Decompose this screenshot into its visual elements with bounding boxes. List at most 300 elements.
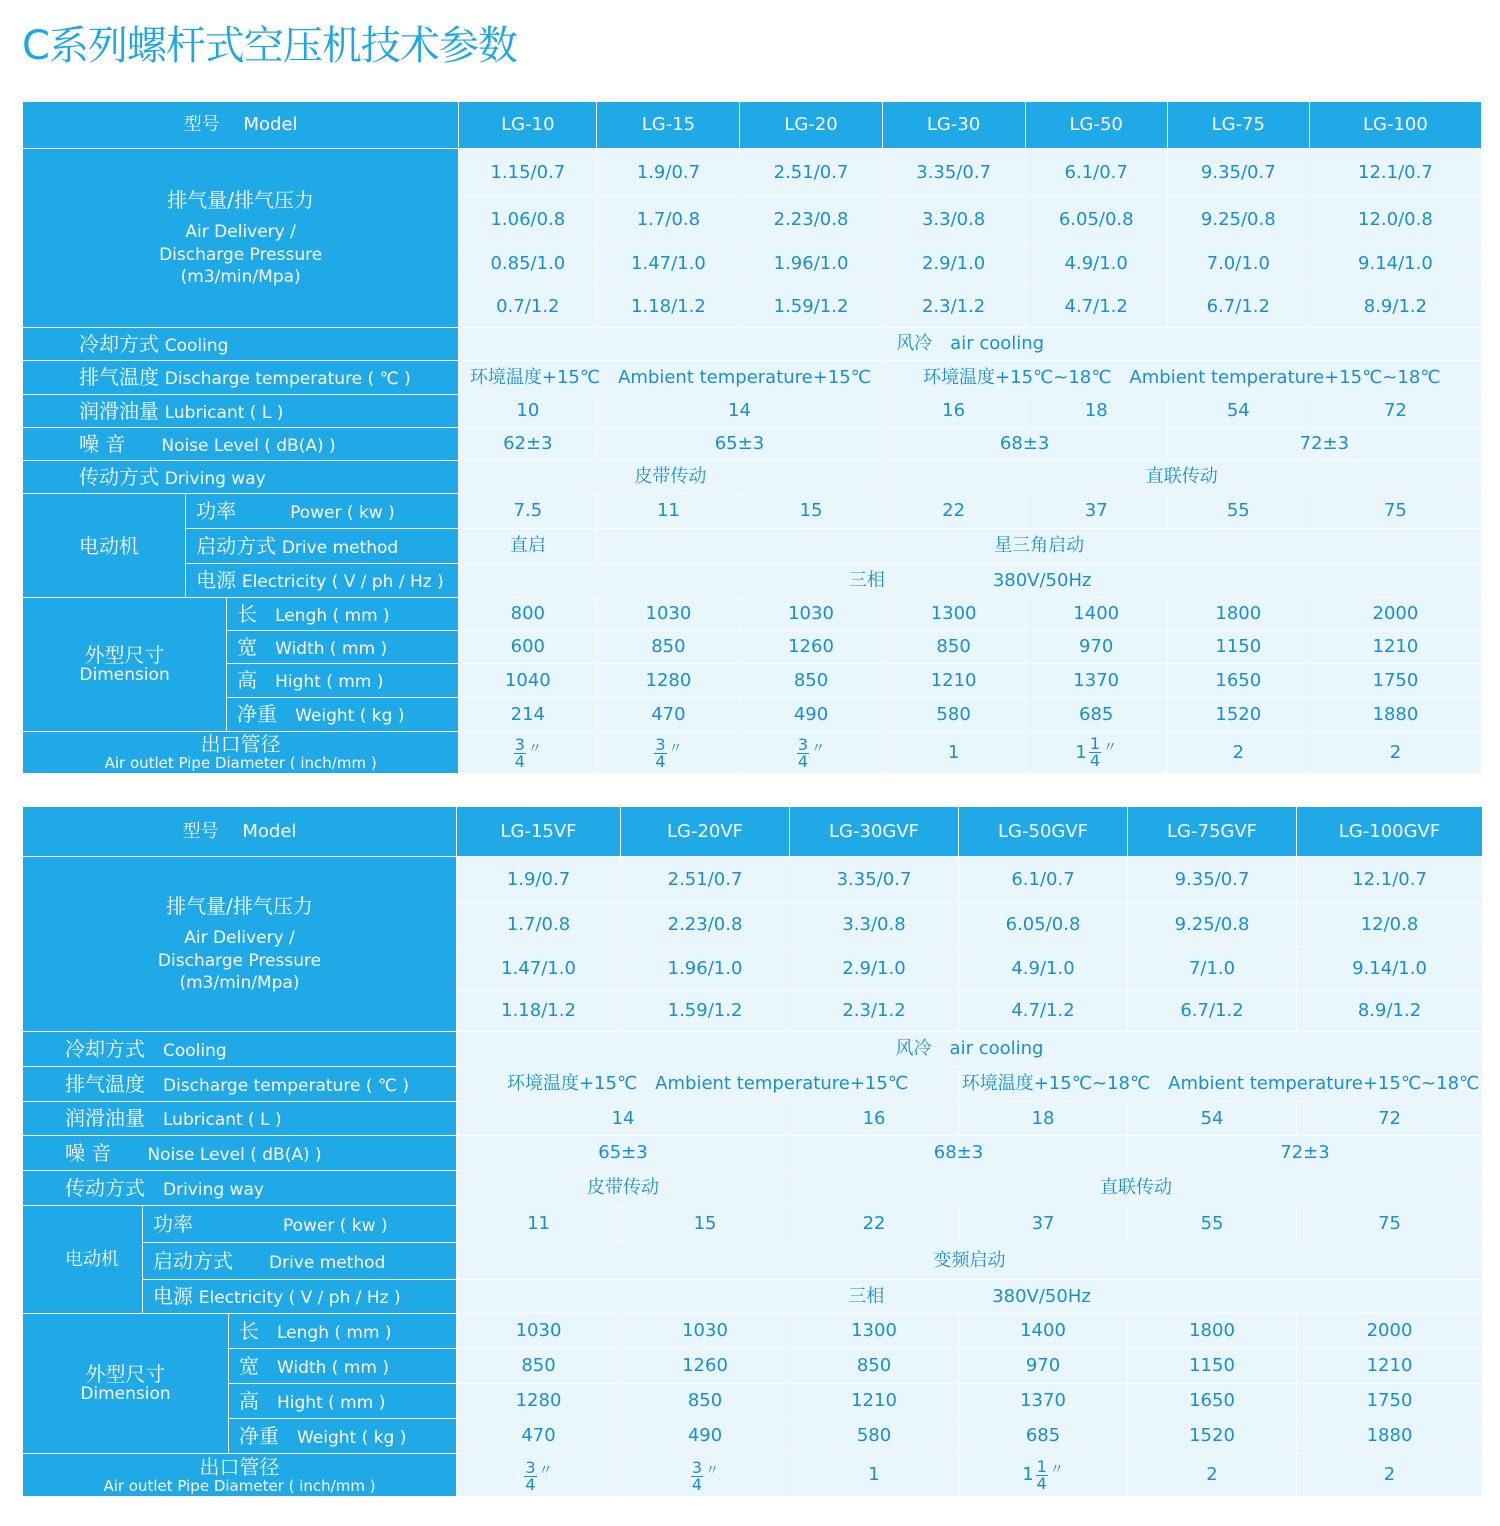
noise-cell: 65±3: [597, 428, 882, 461]
height-cell: 850: [621, 1384, 790, 1419]
outlet-cell: [1309, 732, 1481, 774]
pipe-diameter-whole: 1: [1075, 741, 1087, 763]
delivery-cell: 9.14/1.0: [1309, 243, 1481, 286]
delivery-cell: 0.85/1.0: [459, 243, 597, 286]
power-cell: 15: [740, 494, 882, 529]
delivery-cell: 2.23/0.8: [621, 903, 790, 947]
pipe-diameter-value: [1206, 1465, 1217, 1485]
noise-label-en: Noise Level ( dB(A) ): [161, 435, 336, 456]
length-cell: 1300: [790, 1314, 959, 1349]
elec-value: 三相 380V/50Hz: [457, 1280, 1483, 1314]
model-name: LG-15VF: [457, 807, 621, 857]
weight-cell: 490: [740, 698, 882, 732]
weight-cell: 214: [459, 698, 597, 732]
elec-label: [143, 1280, 457, 1314]
elec-label: [186, 564, 459, 598]
outlet-cell: [740, 732, 882, 774]
delivery-cell: 1.7/0.8: [597, 197, 740, 243]
pipe-diameter-value: [1384, 1465, 1395, 1485]
pipe-diameter-value: [948, 743, 959, 763]
lubricant-cell: 16: [882, 395, 1025, 428]
cooling-value: 风冷 air cooling: [457, 1032, 1483, 1067]
delivery-cell: 12.1/0.7: [1297, 857, 1483, 903]
inch-mark: 〃: [1049, 1462, 1064, 1479]
model-name: LG-75: [1167, 102, 1309, 149]
start-cell: 星三角启动: [597, 529, 1482, 564]
delivery-cell: 6.1/0.7: [1025, 149, 1167, 197]
outlet-label: [23, 1454, 457, 1497]
delivery-cell: 6.7/1.2: [1167, 286, 1309, 328]
width-cell: 850: [882, 631, 1025, 664]
model-name: LG-100GVF: [1297, 807, 1483, 857]
outlet-cell: [1297, 1454, 1483, 1497]
delivery-cell: 1.59/1.2: [621, 991, 790, 1032]
delivery-cell: 12.0/0.8: [1309, 197, 1481, 243]
pipe-diameter-fraction: [691, 1457, 703, 1494]
length-cell: 1800: [1128, 1314, 1297, 1349]
height-label-en: Hight ( mm ): [277, 1392, 386, 1413]
delivery-cell: 6.1/0.7: [959, 857, 1128, 903]
fraction-numerator: 3: [797, 735, 809, 754]
height-cell: 1040: [459, 664, 597, 698]
delivery-cell: 9.25/0.8: [1128, 903, 1297, 947]
width-label-en: Width ( mm ): [275, 638, 388, 659]
length-cell: 2000: [1297, 1314, 1483, 1349]
discharge-label: [23, 1067, 457, 1102]
length-cell: 1030: [621, 1314, 790, 1349]
model-name: LG-30GVF: [790, 807, 959, 857]
length-label-zh: 长: [239, 1318, 259, 1343]
weight-cell: 580: [882, 698, 1025, 732]
discharge-value: 环境温度+15℃~18℃ Ambient temperature+15℃~18℃: [959, 1067, 1483, 1102]
weight-cell: 685: [959, 1419, 1128, 1454]
width-cell: 1150: [1167, 631, 1309, 664]
delivery-cell: 2.23/0.8: [740, 197, 882, 243]
outlet-label-en: Air outlet Pipe Diameter ( inch/mm ): [104, 754, 377, 773]
lubricant-label-en: Lubricant ( L ): [164, 402, 284, 423]
weight-cell: 490: [621, 1419, 790, 1454]
width-cell: 850: [597, 631, 740, 664]
pipe-diameter-value: [1233, 743, 1244, 763]
lubricant-cell: 18: [1025, 395, 1167, 428]
length-cell: 1300: [882, 598, 1025, 631]
driving-cell: 直联传动: [882, 461, 1481, 494]
fraction-denominator: 4: [514, 752, 525, 771]
weight-cell: 1520: [1128, 1419, 1297, 1454]
lubricant-cell: 18: [959, 1102, 1128, 1136]
lubricant-cell: 72: [1309, 395, 1481, 428]
noise-cell: 72±3: [1128, 1136, 1483, 1171]
elec-value: 三相 380V/50Hz: [459, 564, 1482, 598]
pipe-diameter-fraction: [1036, 1456, 1048, 1493]
height-label-zh: 高: [237, 668, 258, 693]
delivery-label-en: Air Delivery /: [185, 221, 296, 242]
delivery-cell: 4.7/1.2: [1025, 286, 1167, 328]
delivery-cell: 1.47/1.0: [457, 947, 621, 991]
pipe-diameter-value: [1390, 743, 1401, 763]
length-label: [227, 598, 459, 631]
outlet-label-zh: 出口管径: [200, 732, 281, 757]
discharge-label-zh: 排气温度: [79, 365, 159, 390]
width-cell: 1150: [1128, 1349, 1297, 1384]
outlet-cell: [621, 1454, 790, 1497]
discharge-value: 环境温度+15℃ Ambient temperature+15℃: [459, 361, 882, 395]
outlet-label-zh: 出口管径: [199, 1454, 280, 1479]
delivery-cell: 2.9/1.0: [790, 947, 959, 991]
model-name: LG-50: [1025, 102, 1167, 149]
noise-label-zh: 噪 音: [65, 1140, 112, 1165]
elec-label-en: Electricity ( V / ph / Hz ): [198, 1288, 401, 1309]
model-header: 型号 Model: [23, 102, 459, 149]
delivery-cell: 1.18/1.2: [597, 286, 740, 328]
pipe-diameter-value: [1075, 736, 1117, 769]
height-cell: 1210: [882, 664, 1025, 698]
delivery-cell: 6.05/0.8: [959, 903, 1128, 947]
power-cell: 15: [621, 1206, 790, 1243]
pipe-diameter-fraction: [797, 737, 809, 770]
outlet-cell: [790, 1454, 959, 1497]
delivery-cell: 3.35/0.7: [882, 149, 1025, 197]
inch-mark: 〃: [705, 1463, 720, 1480]
power-cell: 22: [790, 1206, 959, 1243]
delivery-cell: 7.0/1.0: [1167, 243, 1309, 286]
driving-cell: 直联传动: [790, 1171, 1483, 1206]
pipe-diameter-value: [691, 1457, 720, 1494]
inch-mark: 〃: [1103, 739, 1118, 756]
pipe-diameter-whole: 2: [1383, 1464, 1396, 1486]
start-value: 变频启动: [457, 1243, 1483, 1280]
delivery-label-en: Discharge Pressure: [159, 244, 323, 265]
pipe-diameter-whole: 1: [868, 1464, 880, 1486]
outlet-cell: [882, 732, 1025, 774]
delivery-cell: 3.35/0.7: [790, 857, 959, 903]
pipe-diameter-fraction: [1089, 736, 1101, 769]
delivery-cell: 3.3/0.8: [790, 903, 959, 947]
weight-cell: 580: [790, 1419, 959, 1454]
length-cell: 1400: [1025, 598, 1167, 631]
width-label: [227, 631, 459, 664]
driving-label: [23, 461, 459, 494]
weight-cell: 1880: [1309, 698, 1481, 732]
model-name: LG-10: [459, 102, 597, 149]
fraction-numerator: 3: [655, 735, 666, 754]
delivery-label-unit: (m3/min/Mpa): [180, 267, 301, 288]
driving-cell: 皮带传动: [457, 1171, 790, 1206]
length-cell: 2000: [1309, 598, 1481, 631]
start-label-zh: 启动方式: [196, 533, 277, 558]
delivery-cell: 2.51/0.7: [740, 149, 882, 197]
delivery-cell: 1.47/1.0: [597, 243, 740, 286]
pipe-diameter-value: [524, 1457, 553, 1494]
driving-label: [23, 1171, 457, 1206]
delivery-cell: 4.7/1.2: [959, 991, 1128, 1032]
dimension-label-en: Dimension: [79, 665, 170, 686]
model-name: LG-100: [1309, 102, 1481, 149]
motor-label: 电动机: [23, 494, 186, 598]
width-label: [229, 1349, 457, 1384]
length-label-en: Lengh ( mm ): [275, 605, 390, 626]
pipe-diameter-whole: 2: [1206, 1464, 1218, 1486]
height-cell: 1280: [597, 664, 740, 698]
width-cell: 1260: [740, 631, 882, 664]
pipe-diameter-value: [1022, 1456, 1064, 1493]
delivery-cell: 1.7/0.8: [457, 903, 621, 947]
delivery-cell: 9.25/0.8: [1167, 197, 1309, 243]
fraction-numerator: 3: [691, 1457, 703, 1477]
fraction-numerator: 1: [1036, 1456, 1047, 1476]
delivery-cell: 9.35/0.7: [1128, 857, 1297, 903]
lubricant-label-en: Lubricant ( L ): [163, 1110, 282, 1131]
delivery-cell: 1.06/0.8: [459, 197, 597, 243]
delivery-cell: 9.35/0.7: [1167, 149, 1309, 197]
noise-cell: 65±3: [457, 1136, 790, 1171]
pipe-diameter-fraction: [524, 1457, 536, 1494]
lubricant-cell: 14: [457, 1102, 790, 1136]
width-cell: 970: [959, 1349, 1128, 1384]
cooling-label-en: Cooling: [164, 335, 229, 356]
delivery-cell: 9.14/1.0: [1297, 947, 1483, 991]
width-label-zh: 宽: [239, 1353, 259, 1378]
delivery-cell: 6.05/0.8: [1025, 197, 1167, 243]
outlet-cell: [1128, 1454, 1297, 1497]
power-label: [186, 494, 459, 529]
power-cell: 37: [1025, 494, 1167, 529]
delivery-cell: 7/1.0: [1128, 947, 1297, 991]
length-cell: 1030: [457, 1314, 621, 1349]
delivery-label-en: Air Delivery /: [184, 927, 295, 948]
start-label: [143, 1243, 457, 1280]
delivery-cell: 1.9/0.7: [457, 857, 621, 903]
lubricant-cell: 16: [790, 1102, 959, 1136]
power-cell: 55: [1167, 494, 1309, 529]
driving-label-en: Driving way: [163, 1179, 264, 1200]
delivery-label: [23, 857, 457, 1032]
noise-cell: 68±3: [790, 1136, 1128, 1171]
fraction-denominator: 4: [1036, 1473, 1047, 1493]
delivery-cell: 4.9/1.0: [1025, 243, 1167, 286]
delivery-cell: 3.3/0.8: [882, 197, 1025, 243]
noise-cell: 72±3: [1167, 428, 1481, 461]
delivery-cell: 2.3/1.2: [790, 991, 959, 1032]
delivery-cell: 8.9/1.2: [1309, 286, 1481, 328]
cooling-label-en: Cooling: [163, 1040, 227, 1061]
delivery-cell: 6.7/1.2: [1128, 991, 1297, 1032]
discharge-label-en: Discharge temperature ( ℃ ): [163, 1075, 409, 1096]
width-cell: 970: [1025, 631, 1167, 664]
dimension-label-zh: 外型尺寸: [84, 643, 165, 668]
weight-cell: 685: [1025, 698, 1167, 732]
outlet-cell: [457, 1454, 621, 1497]
dimension-label: [23, 598, 227, 732]
lubricant-label-zh: 润滑油量: [79, 398, 159, 423]
lubricant-label-zh: 润滑油量: [65, 1106, 145, 1131]
model-header: 型号 Model: [23, 807, 457, 857]
inch-mark: 〃: [668, 740, 683, 757]
length-cell: 1030: [597, 598, 740, 631]
length-cell: 1400: [959, 1314, 1128, 1349]
power-cell: 11: [597, 494, 740, 529]
delivery-cell: 1.15/0.7: [459, 149, 597, 197]
pipe-diameter-value: [797, 737, 825, 770]
model-name: LG-20: [740, 102, 882, 149]
delivery-label-en: Discharge Pressure: [157, 950, 322, 971]
delivery-cell: 0.7/1.2: [459, 286, 597, 328]
power-label-en: Power ( kw ): [283, 1215, 388, 1236]
height-label: [229, 1384, 457, 1419]
delivery-cell: 1.59/1.2: [740, 286, 882, 328]
lubricant-cell: 10: [459, 395, 597, 428]
power-cell: 75: [1297, 1206, 1483, 1243]
fraction-denominator: 4: [655, 752, 666, 771]
pipe-diameter-fraction: [654, 737, 666, 770]
cooling-value: 风冷 air cooling: [459, 328, 1482, 361]
model-name: LG-15: [597, 102, 740, 149]
noise-label: [23, 1136, 457, 1171]
inch-mark: 〃: [527, 740, 542, 757]
weight-label: [229, 1419, 457, 1454]
height-cell: 1370: [1025, 664, 1167, 698]
width-cell: 850: [790, 1349, 959, 1384]
outlet-label-en: Air outlet Pipe Diameter ( inch/mm ): [103, 1476, 376, 1495]
pipe-diameter-value: [868, 1465, 879, 1485]
delivery-cell: 1.9/0.7: [597, 149, 740, 197]
lubricant-cell: 54: [1167, 395, 1309, 428]
height-cell: 1750: [1309, 664, 1481, 698]
model-name: LG-75GVF: [1128, 807, 1297, 857]
delivery-label-zh: 排气量/排气压力: [166, 893, 313, 918]
delivery-cell: 2.3/1.2: [882, 286, 1025, 328]
fraction-numerator: 3: [525, 1457, 536, 1477]
pipe-diameter-whole: 2: [1232, 741, 1245, 763]
delivery-cell: 1.18/1.2: [457, 991, 621, 1032]
pipe-diameter-fraction: [514, 737, 526, 770]
width-cell: 1210: [1309, 631, 1481, 664]
outlet-label: [23, 732, 459, 774]
delivery-label-unit: (m3/min/Mpa): [179, 973, 300, 994]
height-cell: 1650: [1128, 1384, 1297, 1419]
discharge-label: [23, 361, 459, 395]
lubricant-cell: 72: [1297, 1102, 1483, 1136]
dimension-label: [23, 1314, 229, 1454]
inch-mark: 〃: [811, 740, 826, 757]
delivery-label-zh: 排气量/排气压力: [167, 187, 315, 212]
start-label: [186, 529, 459, 564]
driving-cell: 皮带传动: [459, 461, 882, 494]
lubricant-cell: 14: [597, 395, 882, 428]
elec-label-en: Electricity ( V / ph / Hz ): [241, 572, 444, 593]
motor-label: 电动机: [23, 1206, 143, 1314]
outlet-cell: [1167, 732, 1309, 774]
lubricant-cell: 54: [1128, 1102, 1297, 1136]
lubricant-label: [23, 395, 459, 428]
cooling-label: [23, 1032, 457, 1067]
weight-label-zh: 净重: [237, 702, 278, 727]
model-name: LG-30: [882, 102, 1025, 149]
inch-mark: 〃: [538, 1463, 553, 1480]
noise-label-en: Noise Level ( dB(A) ): [147, 1144, 322, 1165]
height-label-zh: 高: [239, 1388, 259, 1413]
delivery-cell: 8.9/1.2: [1297, 991, 1483, 1032]
fraction-denominator: 4: [1089, 751, 1101, 770]
pipe-diameter-whole: 2: [1389, 741, 1402, 763]
weight-label-en: Weight ( kg ): [297, 1427, 407, 1448]
weight-label-zh: 净重: [239, 1423, 279, 1448]
fraction-numerator: 1: [1089, 734, 1101, 753]
discharge-label-zh: 排气温度: [65, 1071, 145, 1096]
cooling-label: [23, 328, 459, 361]
weight-cell: 1520: [1167, 698, 1309, 732]
height-cell: 1650: [1167, 664, 1309, 698]
weight-label-en: Weight ( kg ): [295, 706, 405, 727]
model-name: LG-50GVF: [959, 807, 1128, 857]
pipe-diameter-whole: 1: [947, 741, 960, 763]
power-cell: 55: [1128, 1206, 1297, 1243]
height-cell: 1210: [790, 1384, 959, 1419]
pipe-diameter-value: [654, 737, 682, 770]
spec-table-standard: [22, 101, 1482, 774]
delivery-cell: 2.9/1.0: [882, 243, 1025, 286]
width-cell: 600: [459, 631, 597, 664]
fraction-denominator: 4: [691, 1474, 703, 1494]
length-cell: 800: [459, 598, 597, 631]
discharge-value: 环境温度+15℃ Ambient temperature+15℃: [457, 1067, 959, 1102]
pipe-diameter-value: [514, 737, 542, 770]
weight-cell: 470: [597, 698, 740, 732]
length-label: [229, 1314, 457, 1349]
elec-label-zh: 电源: [153, 1284, 193, 1309]
start-label-en: Drive method: [269, 1252, 386, 1273]
delivery-cell: 2.51/0.7: [621, 857, 790, 903]
outlet-cell: [959, 1454, 1128, 1497]
weight-label: [227, 698, 459, 732]
spec-table-variable-frequency: [22, 806, 1483, 1497]
fraction-numerator: 3: [514, 735, 525, 754]
width-cell: 1260: [621, 1349, 790, 1384]
delivery-cell: 1.96/1.0: [740, 243, 882, 286]
noise-label: [23, 428, 459, 461]
height-cell: 850: [740, 664, 882, 698]
model-name: LG-20VF: [621, 807, 790, 857]
length-cell: 1800: [1167, 598, 1309, 631]
weight-cell: 1880: [1297, 1419, 1483, 1454]
length-cell: 1030: [740, 598, 882, 631]
noise-cell: 62±3: [459, 428, 597, 461]
width-cell: 850: [457, 1349, 621, 1384]
power-cell: 75: [1309, 494, 1481, 529]
width-label-zh: 宽: [237, 634, 258, 659]
dimension-label-zh: 外型尺寸: [85, 1362, 166, 1387]
fraction-denominator: 4: [525, 1474, 536, 1494]
start-label-en: Drive method: [281, 537, 399, 558]
noise-label-zh: 噪 音: [79, 431, 126, 456]
power-cell: 22: [882, 494, 1025, 529]
delivery-cell: 12/0.8: [1297, 903, 1483, 947]
lubricant-label: [23, 1102, 457, 1136]
height-label-en: Hight ( mm ): [275, 672, 384, 693]
delivery-label: [23, 149, 459, 328]
page-title: C系列螺杆式空压机技术参数: [22, 23, 517, 69]
elec-label-zh: 电源: [196, 568, 237, 593]
length-label-zh: 长: [237, 601, 258, 626]
length-label-en: Lengh ( mm ): [277, 1322, 392, 1343]
weight-cell: 470: [457, 1419, 621, 1454]
power-cell: 7.5: [459, 494, 597, 529]
start-cell: 直启: [459, 529, 597, 564]
driving-label-zh: 传动方式: [65, 1175, 145, 1200]
dimension-label-en: Dimension: [80, 1384, 171, 1405]
delivery-cell: 4.9/1.0: [959, 947, 1128, 991]
driving-label-en: Driving way: [164, 468, 266, 489]
